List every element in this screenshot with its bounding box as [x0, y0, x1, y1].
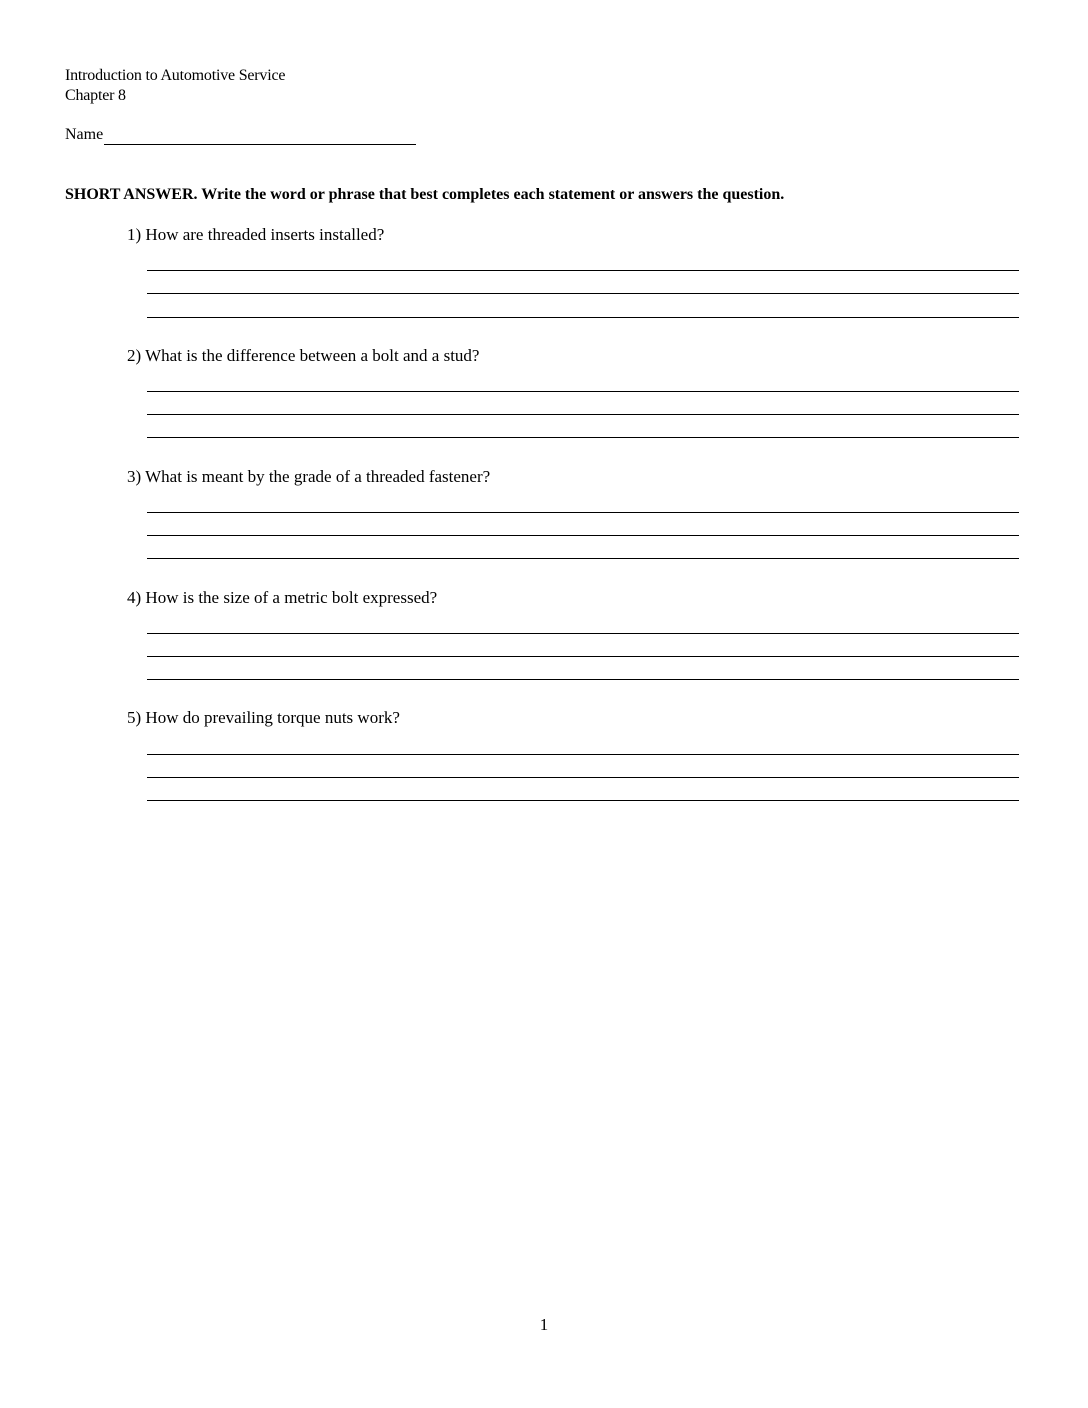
course-title: Introduction to Automotive Service — [65, 67, 286, 84]
question-3 — [127, 466, 1019, 488]
question-prompt: What is the difference between a bolt and a stud? — [145, 346, 480, 365]
answer-line[interactable] — [147, 679, 1019, 680]
question-number: 4) — [127, 588, 142, 607]
question-number: 2) — [127, 346, 142, 365]
answer-line[interactable] — [147, 800, 1019, 801]
answer-line[interactable] — [147, 437, 1019, 438]
instructions: SHORT ANSWER. Write the word or phrase that best completes each statement or answers the question. — [65, 186, 785, 203]
question-prompt: How do prevailing torque nuts work? — [145, 708, 400, 727]
answer-line[interactable] — [147, 293, 1019, 294]
answer-line[interactable] — [147, 414, 1019, 415]
answer-line[interactable] — [147, 317, 1019, 318]
question-number: 5) — [127, 708, 142, 727]
question-prompt: How is the size of a metric bolt expressed? — [145, 588, 438, 607]
answer-line[interactable] — [147, 754, 1019, 755]
answer-line[interactable] — [147, 777, 1019, 778]
question-number: 1) — [127, 225, 142, 244]
answer-line[interactable] — [147, 512, 1019, 513]
question-number: 3) — [127, 467, 142, 486]
question-1 — [127, 224, 1019, 246]
chapter-label: Chapter 8 — [65, 87, 126, 104]
answer-line[interactable] — [147, 656, 1019, 657]
question-2 — [127, 345, 1019, 367]
question-text — [127, 466, 1019, 488]
answer-line[interactable] — [147, 633, 1019, 634]
page-number: 1 — [539, 1315, 549, 1334]
question-4 — [127, 587, 1019, 609]
question-prompt: What is meant by the grade of a threaded fastener? — [145, 467, 491, 486]
question-text — [127, 587, 1019, 609]
question-text — [127, 707, 1019, 729]
answer-line[interactable] — [147, 535, 1019, 536]
name-label: Name — [65, 126, 104, 143]
answer-line[interactable] — [147, 270, 1019, 271]
answer-line[interactable] — [147, 391, 1019, 392]
name-field[interactable] — [104, 126, 416, 145]
name-row — [65, 125, 416, 145]
question-text — [127, 224, 1019, 246]
question-text — [127, 345, 1019, 367]
question-5 — [127, 707, 1019, 729]
answer-line[interactable] — [147, 558, 1019, 559]
question-prompt: How are threaded inserts installed? — [145, 225, 385, 244]
